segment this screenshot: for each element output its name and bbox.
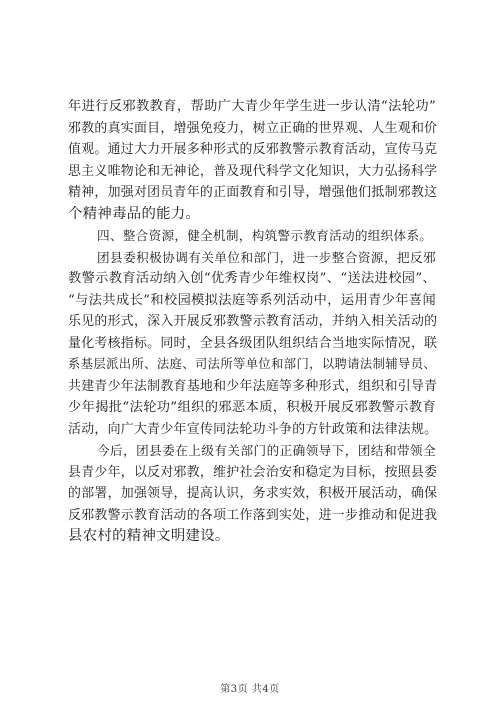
paragraph-line: 县青少年，以反对邪教，维护社会治安和稳定为目标，按照县委 <box>68 464 438 480</box>
paragraph-line: 活动，向广大青少年宣传同法轮功斗争的方针政策和法律法规。 <box>68 421 438 437</box>
paragraph-line: 个精神毒品的能力。 <box>68 205 201 222</box>
paragraph-line: 邪教的真实面目，增强免疫力，树立正确的世界观、人生观和价 <box>68 120 438 136</box>
paragraph-line: 教警示教育活动纳入创“优秀青少年维权岗”、“送法进校园”、 <box>68 271 436 286</box>
paragraph-line: 值观。通过大力开展多种形式的反邪教警示教育活动，宣传马克 <box>68 142 438 157</box>
section-heading: 四、整合资源，健全机制，构筑警示教育活动的组织体系。 <box>97 228 433 243</box>
paragraph-line: 量化考核指标。同时，全县各级团队组织结合当地实际情况，联 <box>68 335 438 351</box>
paragraph-line: 团县委积极协调有关单位和部门，进一步整合资源，把反邪 <box>97 249 436 265</box>
paragraph-line: 共建青少年法制教育基地和少年法庭等多种形式，组织和引导青 <box>68 378 438 394</box>
paragraph-line: 反邪教警示教育活动的各项工作落到实处，进一步推动和促进我 <box>68 507 438 523</box>
paragraph-line: 乐见的形式，深入开展反邪教警示教育活动，并纳入相关活动的 <box>68 314 438 329</box>
paragraph-line: “与法共成长”和校园模拟法庭等系列活动中，运用青少年喜闻 <box>68 292 436 308</box>
document-body <box>68 96 436 548</box>
paragraph-line: 精神，加强对团员青年的正面教育和引导，增强他们抵制邪教这 <box>68 185 438 200</box>
paragraph-line: 年进行反邪教教育，帮助广大青少年学生进一步认清“法轮功” <box>68 99 436 114</box>
paragraph-line: 少年揭批“法轮功”组织的邪恶本质，积极开展反邪教警示教育 <box>68 400 436 415</box>
paragraph-line: 县农村的精神文明建设。 <box>68 528 230 544</box>
page-number-footer: 第3页 共4页 <box>220 684 280 695</box>
paragraph-line: 思主义唯物论和无神论，普及现代科学文化知识，大力弘扬科学 <box>68 163 438 179</box>
paragraph-line: 的部署，加强领导，提高认识，务求实效，积极开展活动，确保 <box>68 486 438 501</box>
paragraph-line: 今后，团县委在上级有关部门的正确领导下，团结和带领全 <box>97 443 436 458</box>
paragraph-line: 系基层派出所、法庭、司法所等单位和部门，以聘请法制辅导员、 <box>68 357 436 371</box>
